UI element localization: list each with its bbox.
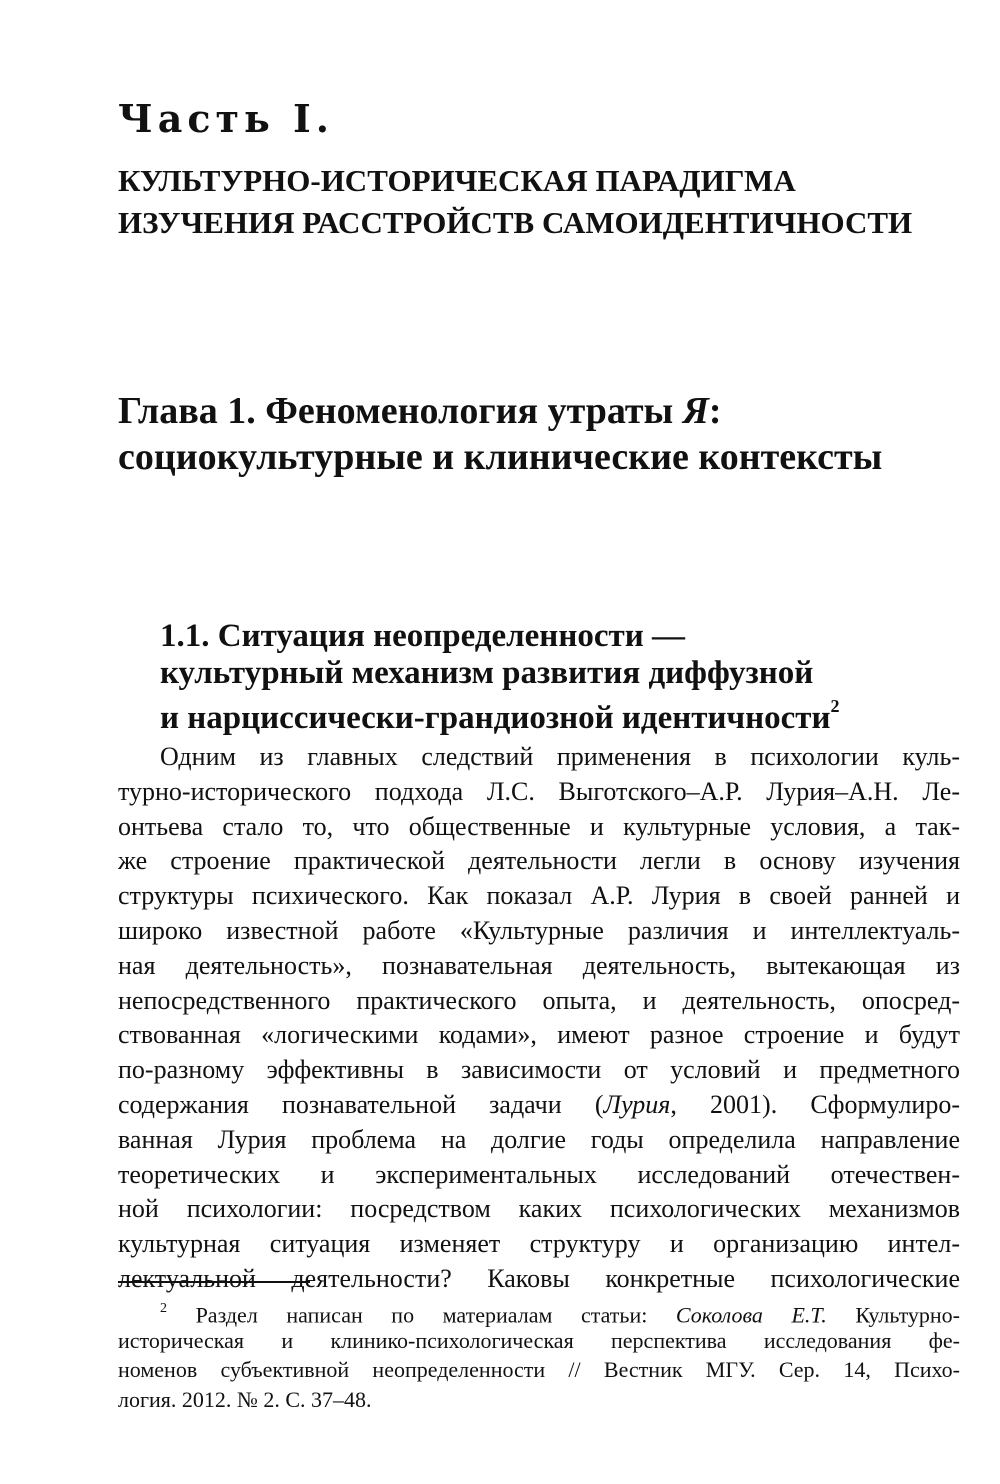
footnote-text-run: Культурно- <box>826 1302 961 1328</box>
chapter-heading-line: социокультурные и клинические контексты <box>118 436 883 478</box>
footnote-author: Соколова Е.Т. <box>675 1302 827 1328</box>
section-heading-text: и нарциссически-грандиозной идентичности <box>160 700 831 736</box>
chapter-heading-colon: : <box>708 390 722 432</box>
section-heading <box>160 618 960 737</box>
chapter-heading <box>118 388 958 480</box>
body-line: ванная Лурия проблема на долгие годы определила направление <box>118 1124 960 1154</box>
footnote-line <box>118 1296 960 1326</box>
body-line: широко известной работе «Культурные различия и интеллектуаль- <box>118 915 960 945</box>
footnote-number: 2 <box>160 1301 167 1316</box>
section-heading-line: 1.1. Ситуация неопределенности — <box>160 618 685 654</box>
chapter-heading-italic: Я <box>682 390 709 432</box>
body-text-run: содержания познавательной задачи ( <box>118 1089 604 1119</box>
body-line: ной психологии: посредством каких психологических механизмов <box>118 1194 960 1224</box>
body-line: онтьева стало то, что общественные и культурные условия, а так- <box>118 811 960 841</box>
body-citation-author: Лурия <box>603 1089 671 1119</box>
body-line: непосредственного практического опыта, и деятельность, опосред- <box>118 985 960 1015</box>
footnote <box>118 1296 960 1414</box>
body-line: турно-исторического подхода Л.С. Выготского–А.Р. Лурия–А.Н. Ле- <box>118 776 960 806</box>
chapter-heading-line <box>118 388 958 434</box>
body-line: лектуальной деятельности? Каковы конкретные психологические <box>118 1263 960 1293</box>
footnote-line: логия. 2012. № 2. С. 37–48. <box>118 1386 372 1412</box>
body-line: Одним из главных следствий применения в психологии куль- <box>160 742 960 771</box>
part-title-line: КУЛЬТУРНО-ИСТОРИЧЕСКАЯ ПАРАДИГМА <box>118 163 796 198</box>
body-line: структуры психического. Как показал А.Р. Лурия в своей ранней и <box>118 881 960 911</box>
body-line <box>118 1088 960 1123</box>
body-line: ная деятельность», познавательная деятельность, вытекающая из <box>118 950 960 980</box>
footnote-text-run: Раздел написан по материалам статьи: <box>167 1302 676 1328</box>
body-line: теоретических и экспериментальных исследований отечествен- <box>118 1159 960 1189</box>
part-title <box>118 160 958 244</box>
footnote-reference[interactable]: 2 <box>830 696 840 716</box>
body-line: по-разному эффективны в зависимости от условий и предметного <box>118 1055 960 1085</box>
body-paragraph <box>118 740 960 1297</box>
footnote-divider <box>118 1281 310 1283</box>
chapter-heading-text: Глава 1. Феноменология утраты <box>118 390 683 432</box>
part-label: Часть I. <box>118 96 335 141</box>
section-heading-line: культурный механизм развития диффузной <box>160 655 814 691</box>
section-heading-line <box>160 692 960 737</box>
body-text-run: , 2001). Сформулиро- <box>670 1089 960 1119</box>
part-title-line: ИЗУЧЕНИЯ РАССТРОЙСТВ САМОИДЕНТИЧНОСТИ <box>118 205 913 240</box>
body-line: же строение практической деятельности легли в основу изучения <box>118 846 960 876</box>
body-line: ствованная «логическими кодами», имеют разное строение и будут <box>118 1020 960 1050</box>
body-line: культурная ситуация изменяет структуру и организацию интел- <box>118 1229 960 1259</box>
footnote-line: историческая и клинико-психологическая перспектива исследования фе- <box>118 1327 960 1353</box>
footnote-line: номенов субъективной неопределенности // Вестник МГУ. Сер. 14, Психо- <box>118 1357 960 1382</box>
